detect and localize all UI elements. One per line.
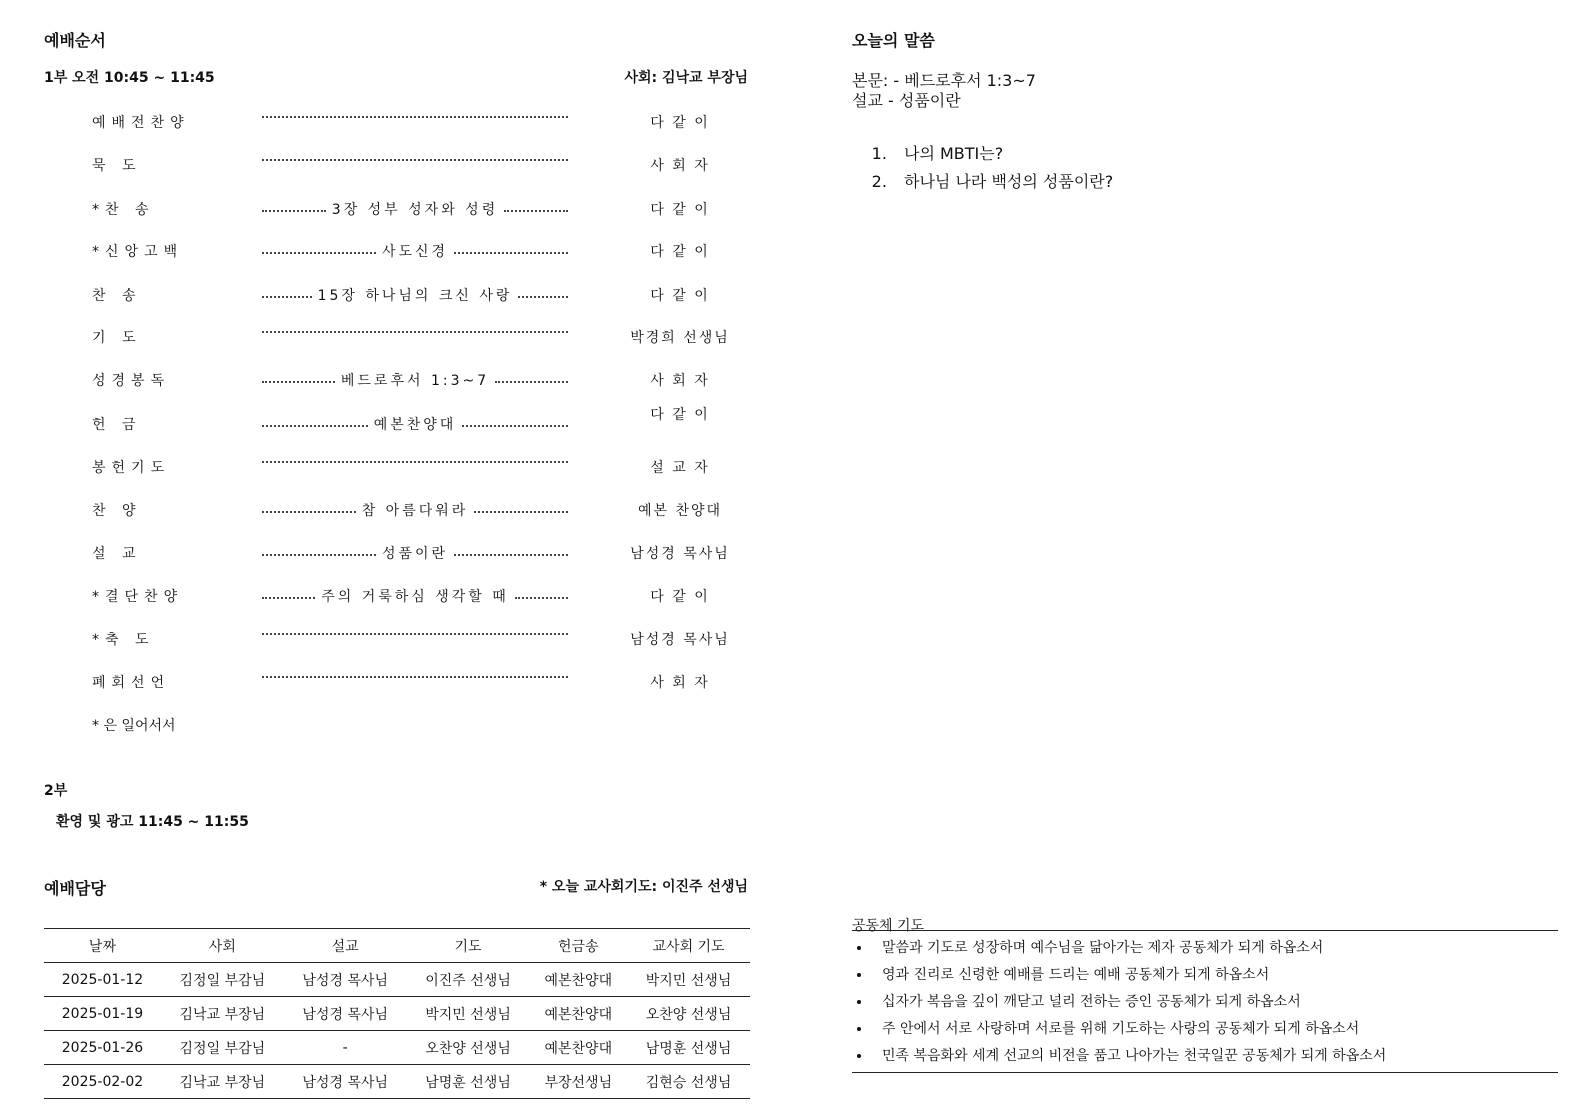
question-item: 1. 나의 MBTI는? [892,140,1113,168]
dotted-leader [262,633,568,635]
order-row [0,457,760,481]
duty-column-header: 설교 [284,929,407,963]
table-cell: 남명훈 선생님 [407,1065,530,1099]
community-prayer-box [852,930,1558,1073]
dotted-leader [262,252,376,254]
order-item-detail [262,500,568,520]
order-item-label: *축 도 [92,632,155,648]
order-item-person: 다 같 이 [650,202,710,218]
order-item-person: 남성경 목사님 [630,546,730,562]
table-cell: 남성경 목사님 [284,963,407,997]
dotted-leader [262,210,326,212]
order-item-label: 성경봉독 [92,373,171,389]
part2-item: 환영 및 광고 11:45 ~ 11:55 [56,814,249,830]
order-item-label: 봉헌기도 [92,460,171,476]
table-cell: 김낙교 부장님 [161,1065,284,1099]
table-cell: 2025-01-12 [44,963,161,997]
table-cell: 박지민 선생님 [627,963,750,997]
table-cell: 부장선생님 [529,1065,627,1099]
dotted-leader [262,676,568,678]
table-cell: 2025-01-26 [44,1031,161,1065]
duty-column-header: 교사회 기도 [627,929,750,963]
dotted-leader [262,296,312,298]
order-row [0,407,760,438]
table-cell: 남명훈 선생님 [627,1031,750,1065]
order-item-person: 다 같 이 [650,589,710,605]
order-item-label: 기 도 [92,330,142,346]
table-cell: 2025-02-02 [44,1065,161,1099]
table-cell: 2025-01-19 [44,997,161,1031]
table-cell: 오찬양 선생님 [627,997,750,1031]
order-item-detail [262,629,568,635]
duty-column-header: 기도 [407,929,530,963]
community-prayer-list [852,931,1558,1072]
duty-column-header: 날짜 [44,929,161,963]
order-item-detail [262,414,568,434]
order-item-detail [262,241,568,261]
dotted-leader [262,554,376,556]
dotted-leader [518,296,568,298]
order-row [0,199,760,223]
table-row [44,997,750,1031]
order-item-person: 사 회 자 [650,373,710,389]
order-item-person: 다 같 이 [650,407,710,423]
order-item-detail [262,112,568,118]
prayer-item: • 주 안에서 서로 사랑하며 서로를 위해 기도하는 사랑의 공동체가 되게 하옵소서 [872,1016,1558,1043]
sermon-text: 설교 - 성품이란 [852,91,961,110]
order-item-detail [262,285,568,305]
teacher-prayer-note: * 오늘 교사회기도: 이진주 선생님 [539,879,748,895]
dotted-leader [474,511,568,513]
table-row [44,963,750,997]
dotted-leader [262,461,568,463]
table-cell: 예본찬양대 [529,1031,627,1065]
order-item-detail-text: 참 아름다워라 [361,503,469,519]
order-item-detail [262,327,568,333]
order-item-label: 예배전찬양 [92,115,190,131]
dotted-leader [262,381,335,383]
dotted-leader [462,425,568,427]
prayer-item: • 영과 진리로 신령한 예배를 드리는 예배 공동체가 되게 하옵소서 [872,962,1558,989]
table-row [44,1065,750,1099]
dotted-leader [262,116,568,118]
dotted-leader [454,554,568,556]
question-item: 2. 하나님 나라 백성의 성품이란? [892,168,1113,196]
dotted-leader [454,252,568,254]
word-title: 오늘의 말씀 [852,31,935,50]
prayer-item: • 십자가 복음을 깊이 깨닫고 널리 전하는 증인 공동체가 되게 하옵소서 [872,989,1558,1016]
order-item-detail [262,543,568,563]
order-row [0,241,760,265]
order-item-person: 설 교 자 [650,460,710,476]
order-item-detail-text: 3장 성부 성자와 성령 [331,202,499,218]
table-cell: - [284,1031,407,1065]
order-item-detail [262,370,568,390]
order-row [0,112,760,136]
order-item-label: *찬 송 [92,202,155,218]
order-item-person: 박경희 선생님 [630,330,730,346]
duty-title: 예배담당 [44,879,106,898]
table-cell: 김정일 부감님 [161,1031,284,1065]
table-cell: 김낙교 부장님 [161,997,284,1031]
table-cell: 이진주 선생님 [407,963,530,997]
dotted-leader [262,331,568,333]
order-title: 예배순서 [44,31,106,50]
part1-time: 1부 오전 10:45 ~ 11:45 [44,70,215,86]
order-item-detail-text: 베드로후서 1:3~7 [340,373,490,389]
duty-table [44,928,750,1099]
order-item-person: 다 같 이 [650,115,710,131]
order-item-detail [262,586,568,606]
order-item-label: 찬 양 [92,503,142,519]
standing-note: * 은 일어서서 [92,718,176,734]
dotted-leader [504,210,568,212]
table-cell: 오찬양 선생님 [407,1031,530,1065]
dotted-leader [495,381,568,383]
prayer-item: • 민족 복음화와 세계 선교의 비전을 품고 나아가는 천국일꾼 공동체가 되게 하옵소서 [872,1043,1558,1070]
order-row [0,327,760,351]
table-cell: 예본찬양대 [529,997,627,1031]
duty-column-header: 헌금송 [529,929,627,963]
part2-title: 2부 [44,783,68,799]
order-item-detail-text: 성품이란 [381,546,449,562]
table-cell: 남성경 목사님 [284,1065,407,1099]
table-cell: 예본찬양대 [529,963,627,997]
order-item-detail [262,457,568,463]
order-item-label: 설 교 [92,546,142,562]
order-item-detail-text: 사도신경 [381,244,449,260]
order-item-label: 묵 도 [92,158,142,174]
table-cell: 박지민 선생님 [407,997,530,1031]
order-row [0,285,760,309]
order-item-person: 사 회 자 [650,158,710,174]
duty-column-header: 사회 [161,929,284,963]
order-item-person: 다 같 이 [650,244,710,260]
table-cell: 김현승 선생님 [627,1065,750,1099]
table-cell: 남성경 목사님 [284,997,407,1031]
part1-host: 사회: 김낙교 부장님 [624,70,748,86]
dotted-leader [262,425,368,427]
scripture-text: 본문: - 베드로후서 1:3~7 [852,71,1036,90]
order-row [0,672,760,696]
order-item-label: 찬 송 [92,288,142,304]
order-item-label: 폐회선언 [92,675,171,691]
order-row [0,543,760,567]
discussion-questions [868,140,1113,196]
order-row [0,500,760,524]
dotted-leader [262,511,356,513]
order-row [0,370,760,394]
order-item-label: *결단찬양 [92,589,184,605]
order-item-detail [262,672,568,678]
table-cell: 김정일 부감님 [161,963,284,997]
order-row [0,586,760,610]
dotted-leader [262,597,315,599]
table-row [44,1031,750,1065]
order-item-detail-text: 예본찬양대 [373,417,457,433]
order-item-detail [262,155,568,161]
prayer-item: • 말씀과 기도로 성장하며 예수님을 닮아가는 제자 공동체가 되게 하옵소서 [872,935,1558,962]
order-item-person: 다 같 이 [650,288,710,304]
order-item-person: 남성경 목사님 [630,632,730,648]
order-item-detail-text: 15장 하나님의 크신 사랑 [317,288,513,304]
order-item-detail [262,199,568,219]
order-item-detail-text: 주의 거룩하심 생각할 때 [321,589,509,605]
community-prayer-title: 공동체 기도 [852,918,925,934]
order-row [0,629,760,653]
order-row [0,155,760,179]
order-item-label: *신앙고백 [92,244,184,260]
order-item-person: 예본 찬양대 [637,503,723,519]
order-item-person: 사 회 자 [650,675,710,691]
duty-table-header [44,929,750,963]
dotted-leader [262,159,568,161]
dotted-leader [515,597,568,599]
order-item-label: 헌 금 [92,417,142,433]
